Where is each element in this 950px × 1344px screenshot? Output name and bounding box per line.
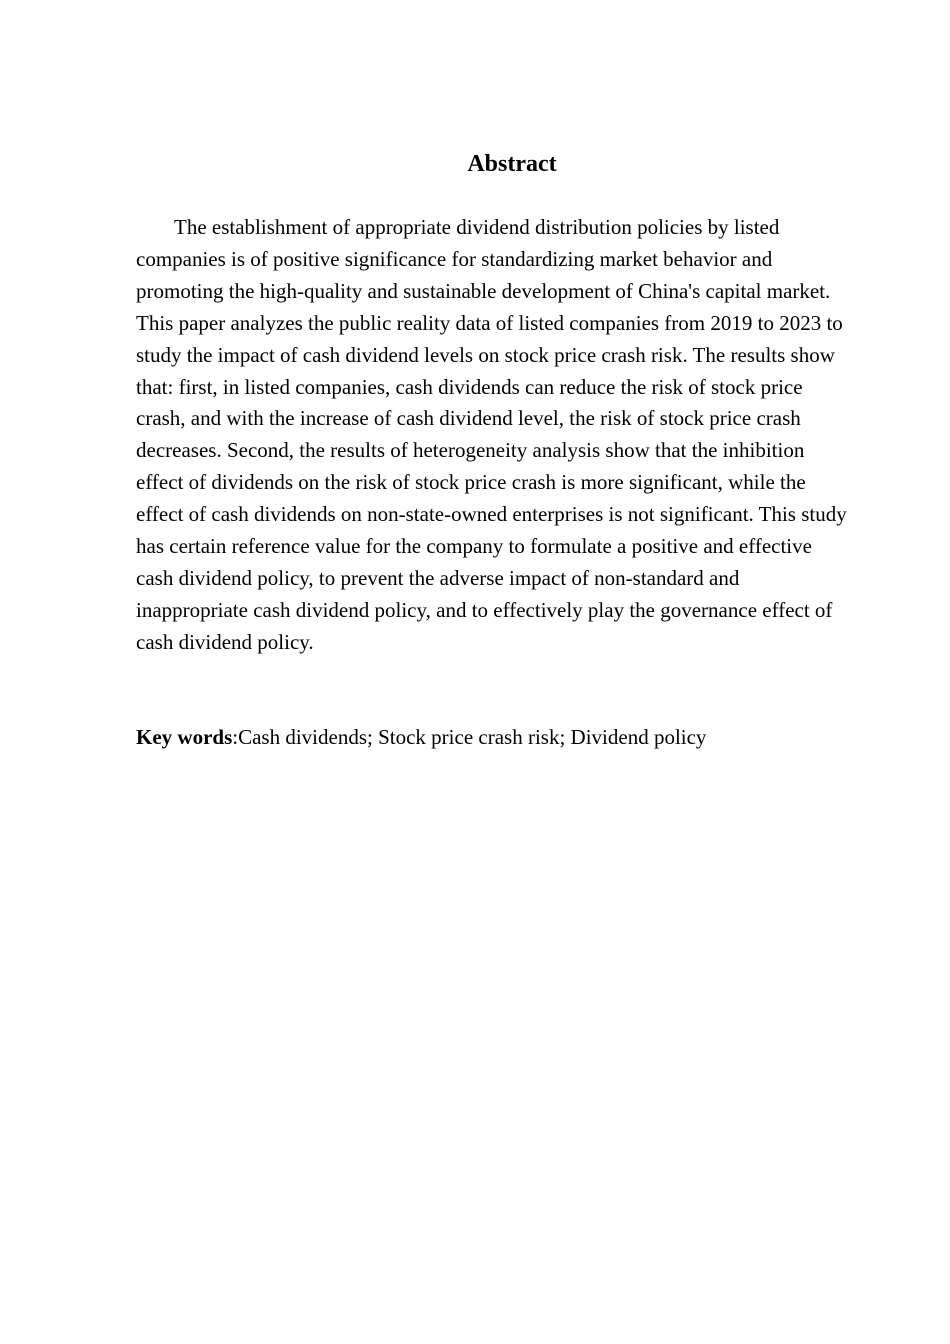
abstract-heading: Abstract [467,151,557,177]
abstract-paragraph: The establishment of appropriate dividend distribution policies by listed companies is of positive significance for standardizing market behavior and promoting the high-quality and sustainable development of China's capital market. This paper analyzes the public reality data of listed companies from 2019 to 2023 to study the impact of cash dividend levels on stock price crash risk. The results show that: first, in listed companies, cash dividends can reduce the risk of stock price crash, and with the increase of cash dividend level, the risk of stock price crash decreases. Second, the results of heterogeneity analysis show that the inhibition effect of dividends on the risk of stock price crash is more significant, while the effect of cash dividends on non-state-owned enterprises is not significant. This study has certain reference value for the company to formulate a positive and effective cash dividend policy, to prevent the adverse impact of non-standard and inappropriate cash dividend policy, and to effectively play the governance effect of cash dividend policy. [136,215,847,654]
keywords-text: Cash dividends; Stock price crash risk; Dividend policy [238,725,707,749]
keywords-separator: : [232,725,239,749]
keywords-line [136,722,848,754]
keywords-label: Key words [136,725,233,749]
